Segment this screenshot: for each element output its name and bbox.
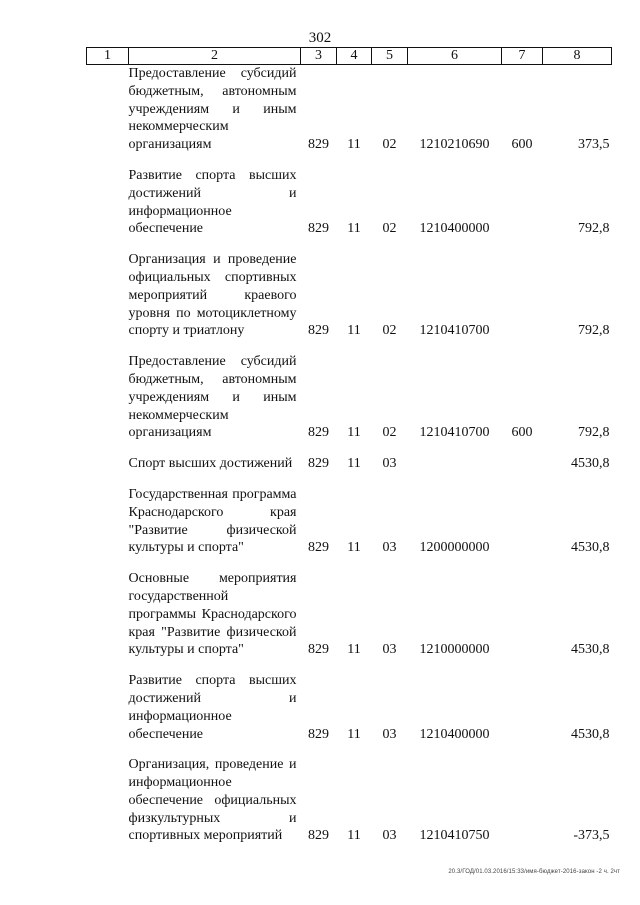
- row-pr: 03: [382, 642, 397, 658]
- row-name: Развитие спорта высших достижений и информационное обеспечение: [128, 167, 297, 237]
- table-row: [87, 353, 612, 442]
- table-row: [87, 570, 612, 659]
- row-ved: 829: [308, 540, 329, 556]
- row-pr: 02: [382, 137, 397, 153]
- column-header: 5: [372, 48, 408, 65]
- row-pr: 03: [382, 540, 397, 556]
- column-header: 4: [337, 48, 372, 65]
- row-vr: [502, 167, 543, 238]
- table-row: [87, 486, 612, 557]
- row-spacer: [87, 238, 612, 251]
- table-row: [87, 672, 612, 743]
- row-pr: 02: [382, 323, 397, 339]
- row-vr: 600: [511, 137, 533, 153]
- row-rz: 11: [347, 221, 361, 237]
- row-rz: 11: [347, 642, 361, 658]
- row-csr: 1210400000: [419, 726, 490, 742]
- row-name: Организация, проведение и информационное обеспечение официальных физкультурных и спортивных мероприятий: [128, 757, 297, 844]
- row-ved: 829: [308, 456, 329, 472]
- row-ved: 829: [308, 828, 329, 844]
- row-amount: 4530,8: [571, 642, 610, 658]
- row-rz: 11: [347, 137, 361, 153]
- row-amount: 792,8: [578, 425, 610, 441]
- row-ved: 829: [308, 137, 329, 153]
- row-pr: 03: [382, 726, 397, 742]
- row-amount: 792,8: [578, 323, 610, 339]
- row-vr: [502, 672, 543, 743]
- row-name: Предоставление субсидий бюджетным, автономным учреждениям и иным некоммерческим организациям: [128, 66, 297, 153]
- table-row: [87, 65, 612, 154]
- row-vr: [502, 486, 543, 557]
- column-header: 1: [87, 48, 129, 65]
- row-vr: [502, 756, 543, 845]
- page-number: 302: [308, 30, 332, 46]
- row-spacer: [87, 154, 612, 167]
- row-csr: 1210000000: [419, 642, 490, 658]
- row-rz: 11: [347, 323, 361, 339]
- row-pr: 03: [382, 456, 397, 472]
- row-vr: [502, 455, 543, 473]
- row-spacer: [87, 743, 612, 756]
- table-row: [87, 455, 612, 473]
- row-csr: 1210210690: [419, 137, 490, 153]
- row-amount: 4530,8: [571, 456, 610, 472]
- row-vr: [502, 251, 543, 340]
- column-header: 6: [408, 48, 502, 65]
- row-vr: [502, 570, 543, 659]
- row-name: Развитие спорта высших достижений и информационное обеспечение: [128, 673, 297, 742]
- document-footer: 20.3/ГОД/01.03.2016/15:33/имя-бюджет-2016-закон -2 ч. 2чт: [448, 869, 620, 875]
- row-csr: [408, 455, 502, 473]
- column-number-header: [87, 48, 612, 65]
- row-csr: 1210400000: [419, 221, 490, 237]
- row-amount: 4530,8: [571, 540, 610, 556]
- column-header: 7: [502, 48, 543, 65]
- row-ved: 829: [308, 221, 329, 237]
- row-ved: 829: [308, 425, 329, 441]
- table-row: [87, 251, 612, 340]
- row-rz: 11: [347, 828, 361, 844]
- row-name: Спорт высших достижений: [128, 456, 293, 472]
- row-rz: 11: [347, 540, 361, 556]
- row-vr: 600: [511, 425, 533, 441]
- row-csr: 1210410700: [419, 425, 490, 441]
- row-csr: 1210410750: [419, 828, 490, 844]
- row-name: Организация и проведение официальных спортивных мероприятий краевого уровня по мотоциклетному спорту и триатлону: [128, 252, 297, 339]
- row-amount: 792,8: [578, 221, 610, 237]
- row-pr: 02: [382, 221, 397, 237]
- budget-table: [86, 47, 612, 845]
- row-csr: 1200000000: [419, 540, 490, 556]
- row-spacer: [87, 659, 612, 672]
- table-row: [87, 756, 612, 845]
- row-spacer: [87, 442, 612, 455]
- row-ved: 829: [308, 323, 329, 339]
- row-rz: 11: [347, 456, 361, 472]
- row-rz: 11: [347, 425, 361, 441]
- row-pr: 02: [382, 425, 397, 441]
- column-header: 8: [543, 48, 612, 65]
- row-csr: 1210410700: [419, 323, 490, 339]
- row-name: Государственная программа Краснодарского края "Развитие физической культуры и спорта": [128, 486, 297, 556]
- row-ved: 829: [308, 726, 329, 742]
- row-spacer: [87, 340, 612, 353]
- row-rz: 11: [347, 726, 361, 742]
- row-amount: -373,5: [573, 828, 610, 844]
- row-spacer: [87, 473, 612, 486]
- row-amount: 373,5: [578, 137, 610, 153]
- row-name: Основные мероприятия государственной программы Краснодарского края "Развитие физической культуры и спорта": [128, 571, 297, 658]
- row-pr: 03: [382, 828, 397, 844]
- row-name: Предоставление субсидий бюджетным, автономным учреждениям и иным некоммерческим организациям: [128, 354, 297, 441]
- row-ved: 829: [308, 642, 329, 658]
- row-amount: 4530,8: [571, 726, 610, 742]
- column-header: 2: [129, 48, 301, 65]
- row-spacer: [87, 557, 612, 570]
- table-row: [87, 167, 612, 238]
- column-header: 3: [301, 48, 337, 65]
